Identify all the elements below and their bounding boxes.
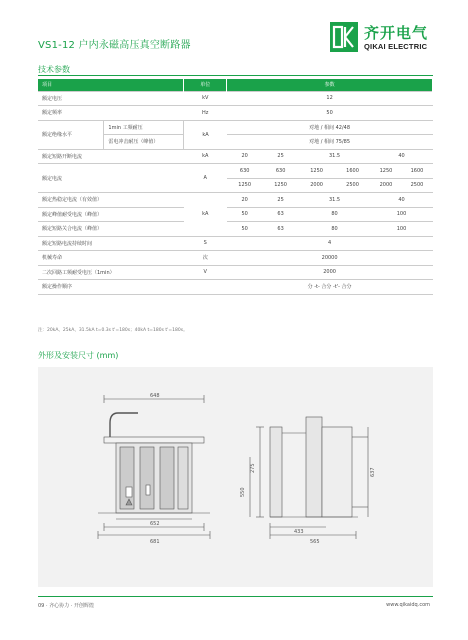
table-row xyxy=(38,222,433,237)
row-value: 25 xyxy=(263,149,299,164)
table-row xyxy=(38,265,433,280)
row-value: 12 xyxy=(227,91,433,106)
row-value: 对地 / 相间 75/85 xyxy=(227,135,433,150)
table-header: 单位 xyxy=(184,79,227,91)
table-row xyxy=(38,106,433,121)
row-value: 50 xyxy=(227,207,263,222)
row-value: 对地 / 相间 42/48 xyxy=(227,120,433,135)
section-title-dimensions: 外形及安装尺寸 (mm) xyxy=(38,351,119,360)
row-value: 4 xyxy=(227,236,433,251)
row-value: 40 xyxy=(371,149,433,164)
row-unit: kA xyxy=(184,120,227,149)
row-value: 1250 xyxy=(299,164,335,179)
row-label: 二次回路工频耐受电压（1min） xyxy=(38,265,184,280)
row-value: 2000 xyxy=(227,265,433,280)
row-label: 额定操作顺序 xyxy=(38,280,184,295)
row-label: 额定热稳定电流（有效值） xyxy=(38,193,184,208)
row-value: 80 xyxy=(299,222,371,237)
row-label: 额定电流 xyxy=(38,164,184,193)
table-note: 注：20kA、25kA、31.5kA t=0.3s t'=180s；40kA t=180s t'=180s。 xyxy=(38,328,188,333)
page-header xyxy=(0,0,468,70)
dim-label: 681 xyxy=(150,539,160,545)
table-row xyxy=(38,164,433,179)
row-value: 100 xyxy=(371,222,433,237)
dim-label: 648 xyxy=(150,393,160,399)
row-value: 63 xyxy=(263,207,299,222)
row-value: 63 xyxy=(263,222,299,237)
row-value: 25 xyxy=(263,193,299,208)
table-row xyxy=(38,193,433,208)
dim-label: 433 xyxy=(294,529,304,535)
table-row xyxy=(38,236,433,251)
row-value: 50 xyxy=(227,106,433,121)
row-value: 630 xyxy=(227,164,263,179)
row-unit: S xyxy=(184,236,227,251)
row-value: 2000 xyxy=(299,178,335,193)
dim-label: 275 xyxy=(250,463,256,473)
row-value: 1250 xyxy=(263,178,299,193)
row-label: 额定短路关合电流（峰值） xyxy=(38,222,184,237)
row-value: 1600 xyxy=(401,164,432,179)
row-value: 2000 xyxy=(371,178,402,193)
footer-website-link[interactable]: www.qikaidq.com xyxy=(386,602,430,608)
row-value: 100 xyxy=(371,207,433,222)
row-value: 20 xyxy=(227,193,263,208)
row-sublabel: 1min 工频耐压 xyxy=(104,120,184,135)
row-label: 机械寿命 xyxy=(38,251,184,266)
dim-label: 550 xyxy=(240,487,246,497)
table-row xyxy=(38,207,433,222)
dimension-drawing xyxy=(38,367,433,587)
table-header: 参数 xyxy=(227,79,433,91)
row-label: 额定短路开断电流 xyxy=(38,149,184,164)
row-value: 80 xyxy=(299,207,371,222)
row-value: 2500 xyxy=(335,178,371,193)
footer-divider xyxy=(38,596,433,597)
table-header-row xyxy=(38,79,433,91)
table-row xyxy=(38,251,433,266)
params-table xyxy=(38,79,433,295)
row-value: 1250 xyxy=(227,178,263,193)
row-unit: kA xyxy=(184,149,227,164)
row-label: 额定电压 xyxy=(38,91,184,106)
section-title-params: 技术参数 xyxy=(38,65,70,74)
footer-slogan: 09 · 齐心协力 · 开创辉煌 xyxy=(38,603,94,609)
row-unit: 次 xyxy=(184,251,227,266)
row-label: 额定绝缘水平 xyxy=(38,120,104,149)
row-unit: kA xyxy=(184,193,227,237)
table-header: 项目 xyxy=(38,79,184,91)
row-label: 额定峰值耐受电流（峰值） xyxy=(38,207,184,222)
row-value: 1250 xyxy=(371,164,402,179)
section-divider xyxy=(38,75,433,76)
brand-name-cn: 齐开电气 xyxy=(364,24,429,42)
table-row xyxy=(38,149,433,164)
row-unit: kV xyxy=(184,91,227,106)
row-value: 31.5 xyxy=(299,193,371,208)
row-value: 分 -t- 合分 -t'- 合分 xyxy=(227,280,433,295)
row-value: 630 xyxy=(263,164,299,179)
row-value: 50 xyxy=(227,222,263,237)
dim-label: 652 xyxy=(150,521,160,527)
page-title: VS1-12 户内永磁高压真空断路器 xyxy=(38,40,191,51)
row-value: 2500 xyxy=(401,178,432,193)
row-value: 40 xyxy=(371,193,433,208)
row-unit xyxy=(184,280,227,295)
row-unit: V xyxy=(184,265,227,280)
row-value: 1600 xyxy=(335,164,371,179)
row-unit: A xyxy=(184,164,227,193)
dim-label: 637 xyxy=(370,467,376,477)
row-value: 20 xyxy=(227,149,263,164)
brand-logo-icon xyxy=(330,22,358,52)
row-value: 20000 xyxy=(227,251,433,266)
breaker-drawing-svg xyxy=(38,367,433,587)
row-sublabel: 雷电冲击耐压（峰值） xyxy=(104,135,184,150)
row-value: 31.5 xyxy=(299,149,371,164)
dim-label: 565 xyxy=(310,539,320,545)
table-row xyxy=(38,120,433,135)
table-row xyxy=(38,280,433,295)
brand-name-en: QIKAI ELECTRIC xyxy=(364,42,428,51)
row-label: 额定频率 xyxy=(38,106,184,121)
table-row xyxy=(38,91,433,106)
row-label: 额定短路电流持续时间 xyxy=(38,236,184,251)
row-unit: Hz xyxy=(184,106,227,121)
